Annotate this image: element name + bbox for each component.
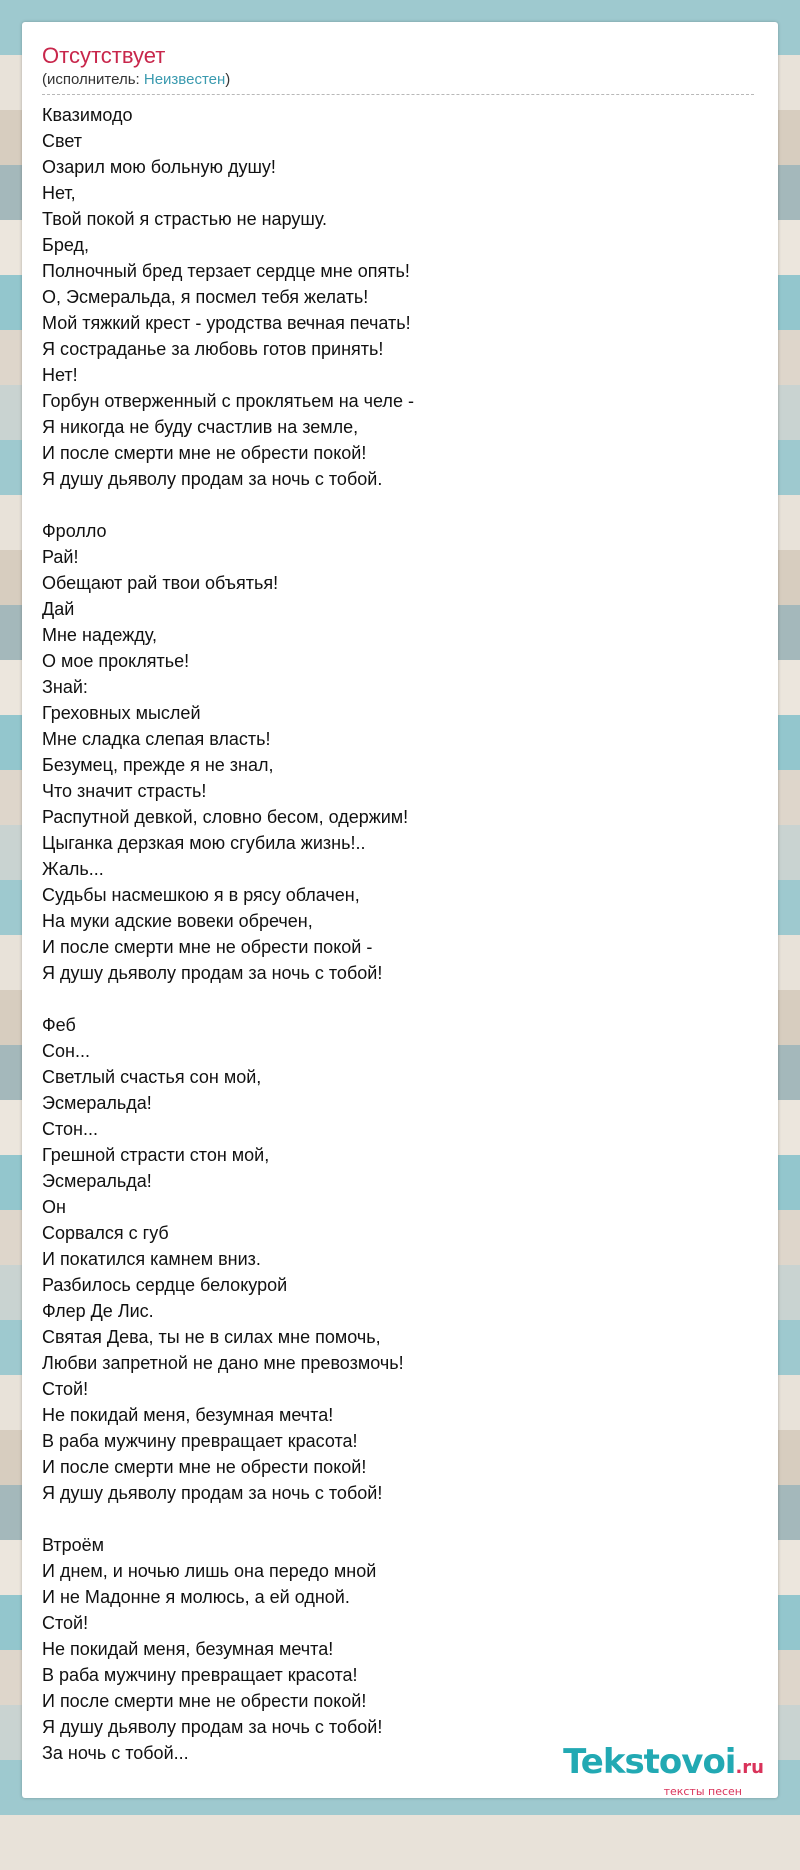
lyric-line: Нет, xyxy=(42,183,76,203)
lyric-line: Безумец, прежде я не знал, xyxy=(42,755,274,775)
lyric-line: Обещают рай твои объятья! xyxy=(42,573,279,593)
lyric-line: Я душу дьяволу продам за ночь с тобой! xyxy=(42,1483,383,1503)
lyric-line: В раба мужчину превращает красота! xyxy=(42,1431,358,1451)
lyric-line: Сорвался с губ xyxy=(42,1223,169,1243)
lyric-line: Полночный бред терзает сердце мне опять! xyxy=(42,261,410,281)
lyric-line: Стой! xyxy=(42,1379,89,1399)
lyric-line: Дай xyxy=(42,599,75,619)
lyric-line: И днем, и ночью лишь она передо мной xyxy=(42,1561,377,1581)
lyric-line: Твой покой я страстью не нарушу. xyxy=(42,209,328,229)
lyric-line: Я душу дьяволу продам за ночь с тобой! xyxy=(42,1717,383,1737)
lyric-line: Мне надежду, xyxy=(42,625,157,645)
lyric-line: О, Эсмеральда, я посмел тебя желать! xyxy=(42,287,369,307)
lyric-line: Знай: xyxy=(42,677,88,697)
lyric-line: Разбилось сердце белокурой xyxy=(42,1275,288,1295)
lyric-line: Озарил мою больную душу! xyxy=(42,157,276,177)
lyric-line: На муки адские вовеки обречен, xyxy=(42,911,313,931)
lyric-line: Эсмеральда! xyxy=(42,1171,152,1191)
lyric-line: Святая Дева, ты не в силах мне помочь, xyxy=(42,1327,381,1347)
lyric-line: Греховных мыслей xyxy=(42,703,201,723)
lyric-line: Он xyxy=(42,1197,66,1217)
lyric-line: И после смерти мне не обрести покой! xyxy=(42,443,367,463)
lyric-line: Мне сладка слепая власть! xyxy=(42,729,271,749)
lyric-line xyxy=(42,492,758,518)
site-logo[interactable] xyxy=(563,1744,764,1798)
lyric-line: Распутной девкой, словно бесом, одержим! xyxy=(42,807,409,827)
lyric-line: Я никогда не буду счастлив на земле, xyxy=(42,417,359,437)
lyric-line: Нет! xyxy=(42,365,78,385)
lyric-line: Не покидай меня, безумная мечта! xyxy=(42,1405,334,1425)
lyric-line xyxy=(42,1506,758,1532)
lyric-line: Втроём xyxy=(42,1535,105,1555)
lyric-line: О мое проклятье! xyxy=(42,651,190,671)
lyric-line: Я душу дьяволу продам за ночь с тобой. xyxy=(42,469,383,489)
lyric-line: Цыганка дерзкая мою сгубила жизнь!.. xyxy=(42,833,366,853)
lyric-line: Флер Де Лис. xyxy=(42,1301,154,1321)
lyric-line: Стой! xyxy=(42,1613,89,1633)
lyric-line: Фролло xyxy=(42,521,107,541)
logo-subtitle: тексты песен xyxy=(663,1785,742,1798)
lyric-line: Сон... xyxy=(42,1041,90,1061)
lyric-line: За ночь с тобой... xyxy=(42,1743,189,1763)
lyric-line: Судьбы насмешкою я в рясу облачен, xyxy=(42,885,360,905)
lyrics-text xyxy=(42,102,758,1766)
artist-prefix: (исполнитель: xyxy=(42,71,144,88)
lyric-line: Горбун отверженный с проклятьем на челе - xyxy=(42,391,414,411)
lyric-line: Эсмеральда! xyxy=(42,1093,152,1113)
lyric-line: Жаль... xyxy=(42,859,104,879)
lyric-line: Свет xyxy=(42,131,83,151)
artist-line xyxy=(42,70,754,95)
lyric-line: Рай! xyxy=(42,547,79,567)
lyric-line xyxy=(42,986,758,1012)
artist-link[interactable]: Неизвестен xyxy=(143,71,226,88)
lyric-line: И покатился камнем вниз. xyxy=(42,1249,261,1269)
lyric-line: И не Мадонне я молюсь, а ей одной. xyxy=(42,1587,350,1607)
logo-tld: .ru xyxy=(735,1757,764,1778)
song-title: Отсутствует xyxy=(42,43,166,68)
lyric-line: И после смерти мне не обрести покой! xyxy=(42,1691,367,1711)
lyric-line: В раба мужчину превращает красота! xyxy=(42,1665,358,1685)
lyric-line: Светлый счастья сон мой, xyxy=(42,1067,262,1087)
artist-suffix: ) xyxy=(225,71,231,88)
logo-main-text: Tekstovoi xyxy=(563,1742,736,1782)
lyric-line: Феб xyxy=(42,1015,76,1035)
lyrics-card xyxy=(22,22,778,1798)
lyric-line: Я душу дьяволу продам за ночь с тобой! xyxy=(42,963,383,983)
lyric-line: Мой тяжкий крест - уродства вечная печать! xyxy=(42,313,411,333)
lyric-line: И после смерти мне не обрести покой! xyxy=(42,1457,367,1477)
lyric-line: Не покидай меня, безумная мечта! xyxy=(42,1639,334,1659)
lyric-line: Бред, xyxy=(42,235,89,255)
lyric-line: Стон... xyxy=(42,1119,98,1139)
lyric-line: Любви запретной не дано мне превозмочь! xyxy=(42,1353,404,1373)
lyric-line: Грешной страсти стон мой, xyxy=(42,1145,270,1165)
lyric-line: Квазимодо xyxy=(42,105,133,125)
lyric-line: Что значит страсть! xyxy=(42,781,207,801)
lyric-line: Я состраданье за любовь готов принять! xyxy=(42,339,384,359)
background-stripe xyxy=(0,1815,800,1870)
lyric-line: И после смерти мне не обрести покой - xyxy=(42,937,373,957)
